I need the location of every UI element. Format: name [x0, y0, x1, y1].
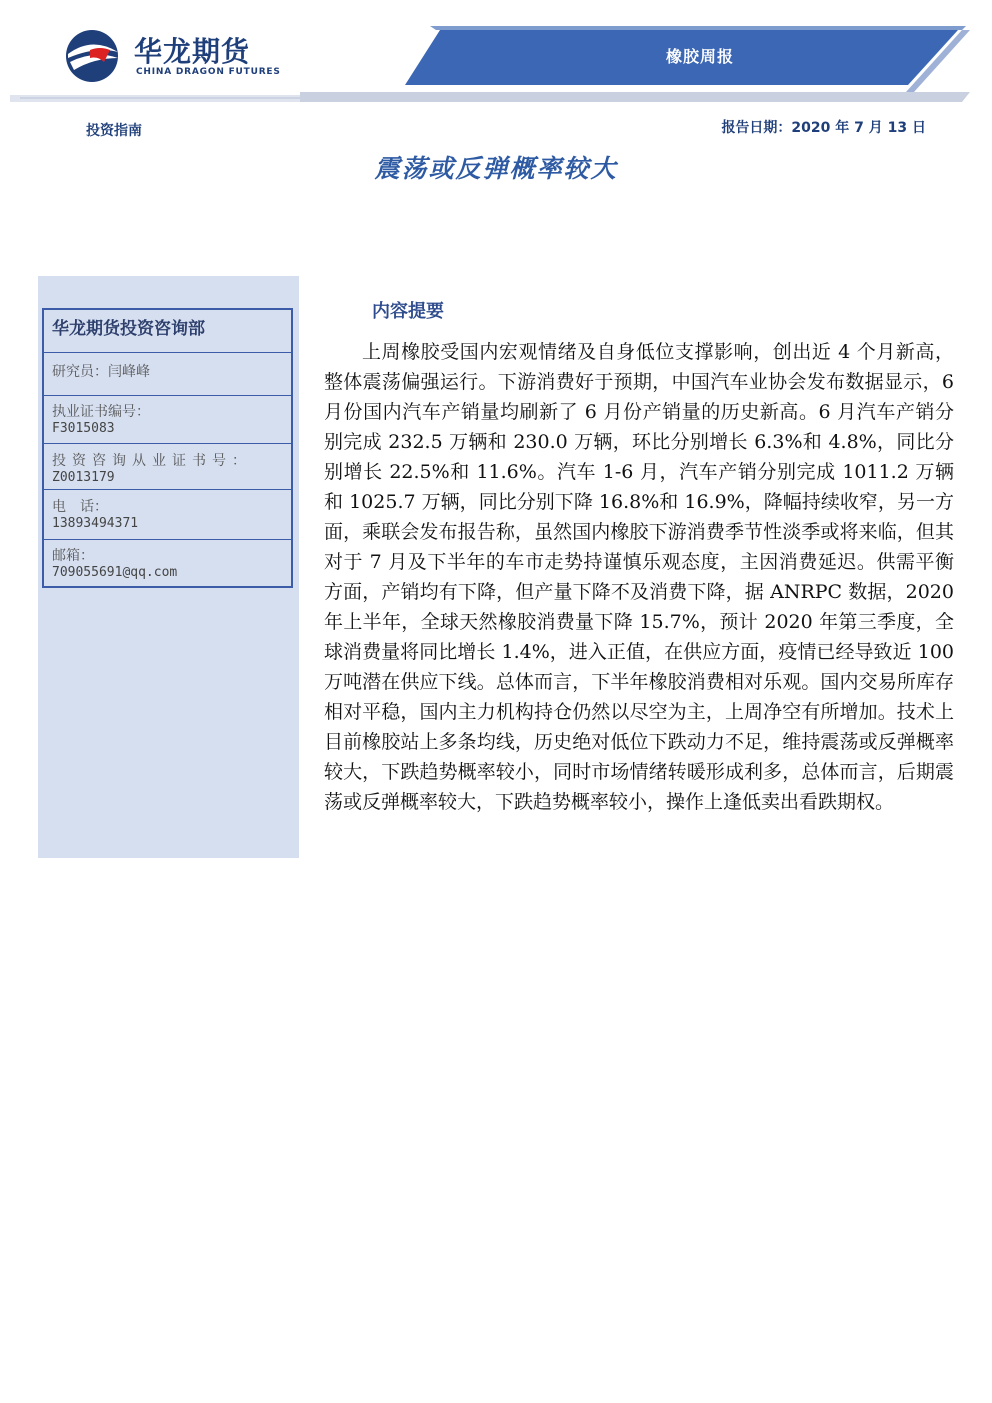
summary-heading: 内容提要 [372, 301, 444, 322]
brand-name-cn: 华龙期货 [134, 35, 251, 68]
advisory-cert-label: 投资咨询从业证书号： [52, 453, 252, 469]
email-label: 邮箱： [52, 548, 94, 564]
advisory-cert-row [44, 444, 291, 490]
practice-cert-row [44, 396, 291, 444]
contact-info-box [42, 308, 293, 588]
report-type-label: 橡胶周报 [665, 47, 734, 66]
brand-logo-icon [60, 28, 124, 84]
advisory-cert-value: Z0013179 [52, 470, 115, 485]
phone-label: 电 话： [52, 499, 108, 515]
brand-name-en: CHINA DRAGON FUTURES [136, 67, 281, 77]
report-date: 报告日期：2020 年 7 月 13 日 [721, 120, 926, 136]
page-title: 震荡或反弹概率较大 [374, 154, 618, 183]
department-name: 华龙期货投资咨询部 [44, 310, 291, 353]
summary-body: 上周橡胶受国内宏观情绪及自身低位支撑影响，创出近 4 个月新高，整体震荡偏强运行。下游消费好于预期，中国汽车业协会发布数据显示，6 月份国内汽车产销量均刷新了 6 月份产销量的历史新高。6 月汽车产销分别完成 232.5 万辆和 230.0 万辆，环比分别增长 6.3%和 4.8%，同比分别增长 22.5%和 11.6%。汽车 1-6 月，汽车产销分别完成 1011.2 万辆和 1025.7 万辆，同比分别下降 16.8%和 16.9%，降幅持续收窄，另一方面，乘联会发布报告称，虽然国内橡胶下游消费季节性淡季或将来临，但其对于 7 月及下半年的车市走势持谨慎乐观态度，主因消费延迟。供需平衡方面，产销均有下降，但产量下降不及消费下降，据 ANRPC 数据，2020 年上半年，全球天然橡胶消费量下降 15.7%，预计 2020 年第三季度，全球消费量将同比增长 1.4%，进入正值，在供应方面，疫情已经导致近 100 万吨潜在供应下线。总体而言，下半年橡胶消费相对乐观。国内交易所库存相对平稳，国内主力机构持仓仍然以尽空为主，上周净空有所增加。技术上目前橡胶站上多条均线，历史绝对低位下跌动力不足，维持震荡或反弹概率较大，下跌趋势概率较小，同时市场情绪转暖形成利多，总体而言，后期震荡或反弹概率较大，下跌趋势概率较小，操作上逢低卖出看跌期权。 [324, 341, 954, 813]
email-value: 709055691@qq.com [52, 565, 178, 580]
practice-cert-value: F3015083 [52, 421, 115, 436]
email-row [44, 540, 291, 586]
phone-row [44, 490, 291, 540]
phone-value: 13893494371 [52, 516, 139, 531]
category-label: 投资指南 [86, 123, 142, 139]
researcher-row [44, 353, 291, 396]
practice-cert-label: 执业证书编号： [52, 404, 150, 420]
researcher-name: 研究员：闫峰峰 [52, 364, 150, 380]
